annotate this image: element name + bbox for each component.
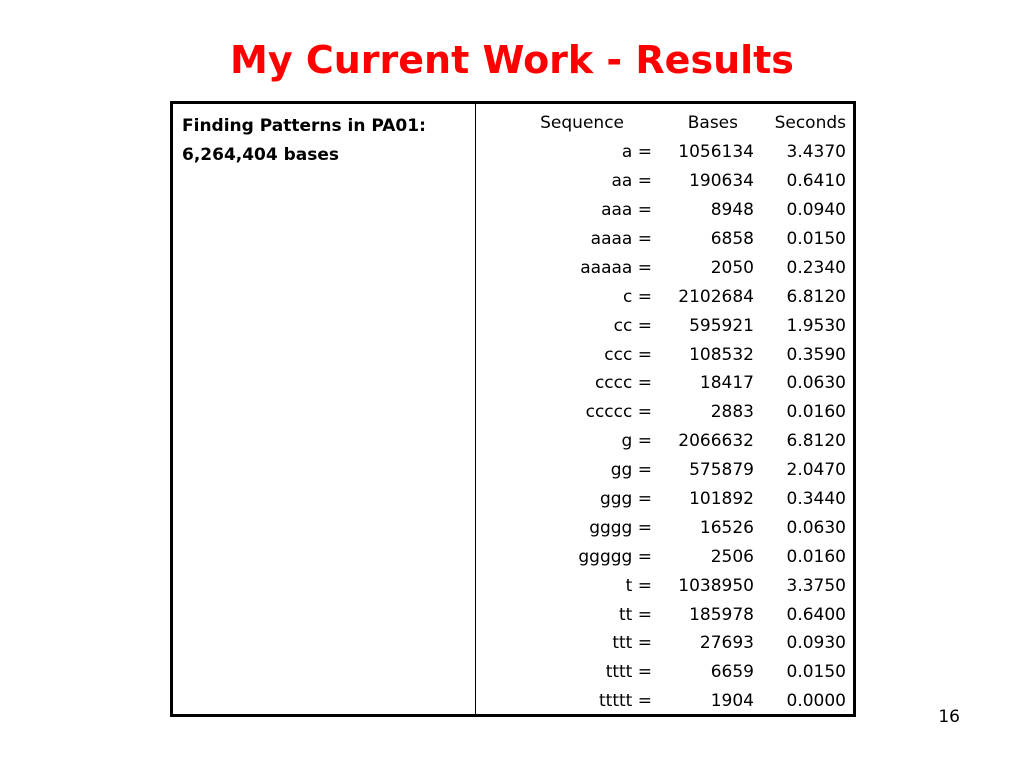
seconds-cell: 3.3750 [786, 575, 846, 596]
sequence-cell: a = [621, 142, 652, 163]
sequence-cell: cccc = [594, 373, 652, 394]
table-row [476, 369, 853, 398]
sequence-cell: t = [625, 575, 652, 596]
bases-cell: 2883 [710, 402, 754, 423]
seconds-cell: 6.8120 [786, 286, 846, 307]
bases-cell: 1038950 [678, 575, 754, 596]
table-row [476, 629, 853, 658]
seconds-cell: 0.0160 [786, 546, 846, 567]
sequence-cell: g = [621, 431, 652, 452]
table-row [476, 340, 853, 369]
seconds-cell: 0.0150 [786, 229, 846, 249]
seconds-cell: 2.0470 [786, 460, 846, 481]
bases-cell: 2066632 [678, 431, 754, 452]
seconds-cell: 0.0160 [786, 402, 846, 423]
sequence-cell: ttt = [612, 633, 652, 654]
description-cell [173, 104, 476, 714]
bases-cell: 1056134 [678, 142, 754, 163]
bases-cell: 2050 [710, 257, 754, 278]
table-row [476, 485, 853, 514]
table-header-row [476, 109, 853, 138]
seconds-cell: 0.6410 [786, 171, 846, 192]
table-row [476, 196, 853, 225]
sequence-cell: gggg = [589, 517, 652, 538]
seconds-cell: 3.4370 [786, 142, 846, 163]
bases-cell: 6858 [710, 229, 754, 249]
table-row [476, 658, 853, 687]
bases-cell: 27693 [699, 633, 754, 654]
sequence-cell: tt = [619, 604, 652, 625]
header-bases: Bases [687, 113, 738, 134]
seconds-cell: 0.3440 [786, 489, 846, 510]
seconds-cell: 0.2340 [786, 257, 846, 278]
seconds-cell: 0.3590 [786, 344, 846, 365]
table-row [476, 542, 853, 571]
bases-cell: 185978 [689, 604, 754, 625]
table-row [476, 138, 853, 167]
bases-cell: 18417 [699, 373, 754, 394]
seconds-cell: 0.0930 [786, 633, 846, 654]
slide-title: My Current Work - Results [230, 38, 794, 82]
bases-cell: 2102684 [678, 286, 754, 307]
table-row [476, 571, 853, 600]
seconds-cell: 0.0150 [786, 662, 846, 683]
bases-cell: 595921 [689, 315, 754, 336]
seconds-cell: 0.0000 [786, 691, 846, 712]
page-number: 16 [938, 707, 960, 727]
sequence-cell: aaaa = [590, 229, 652, 249]
seconds-cell: 0.0940 [786, 200, 846, 221]
seconds-cell: 1.9530 [786, 315, 846, 336]
sequence-cell: ggg = [599, 489, 652, 510]
seconds-cell: 0.0630 [786, 517, 846, 538]
seconds-cell: 0.0630 [786, 373, 846, 394]
sequence-cell: gg = [610, 460, 652, 481]
table-row [476, 311, 853, 340]
bases-cell: 6659 [710, 662, 754, 683]
table-row [476, 513, 853, 542]
table-row [476, 253, 853, 282]
sequence-cell: cc = [613, 315, 652, 336]
sequence-cell: tttt = [605, 662, 652, 683]
sequence-cell: ttttt = [599, 691, 652, 712]
bases-cell: 575879 [689, 460, 754, 481]
bases-cell: 8948 [710, 200, 754, 221]
sequence-cell: aaaaa = [580, 257, 652, 278]
table-row [476, 282, 853, 311]
sequence-cell: ccc = [604, 344, 652, 365]
table-row [476, 687, 853, 716]
sequence-cell: c = [623, 286, 652, 307]
bases-cell: 2506 [710, 546, 754, 567]
table-row [476, 600, 853, 629]
table-row [476, 225, 853, 254]
bases-cell: 101892 [689, 489, 754, 510]
table-row [476, 427, 853, 456]
header-sequence: Sequence [540, 113, 624, 134]
bases-cell: 190634 [689, 171, 754, 192]
sequence-cell: aaa = [601, 200, 652, 221]
header-seconds: Seconds [774, 113, 846, 134]
table-row [476, 167, 853, 196]
table-rows [476, 138, 853, 716]
description-line-1: Finding Patterns in PA01: [182, 116, 426, 136]
bases-cell: 108532 [689, 344, 754, 365]
sequence-cell: ggggg = [578, 546, 652, 567]
bases-cell: 16526 [699, 517, 754, 538]
sequence-cell: aa = [611, 171, 652, 192]
sequence-cell: ccccc = [585, 402, 652, 423]
table-row [476, 456, 853, 485]
bases-cell: 1904 [710, 691, 754, 712]
seconds-cell: 6.8120 [786, 431, 846, 452]
results-table [170, 101, 856, 717]
seconds-cell: 0.6400 [786, 604, 846, 625]
table-row [476, 398, 853, 427]
description-line-2: 6,264,404 bases [182, 145, 340, 165]
results-cell [476, 104, 853, 714]
